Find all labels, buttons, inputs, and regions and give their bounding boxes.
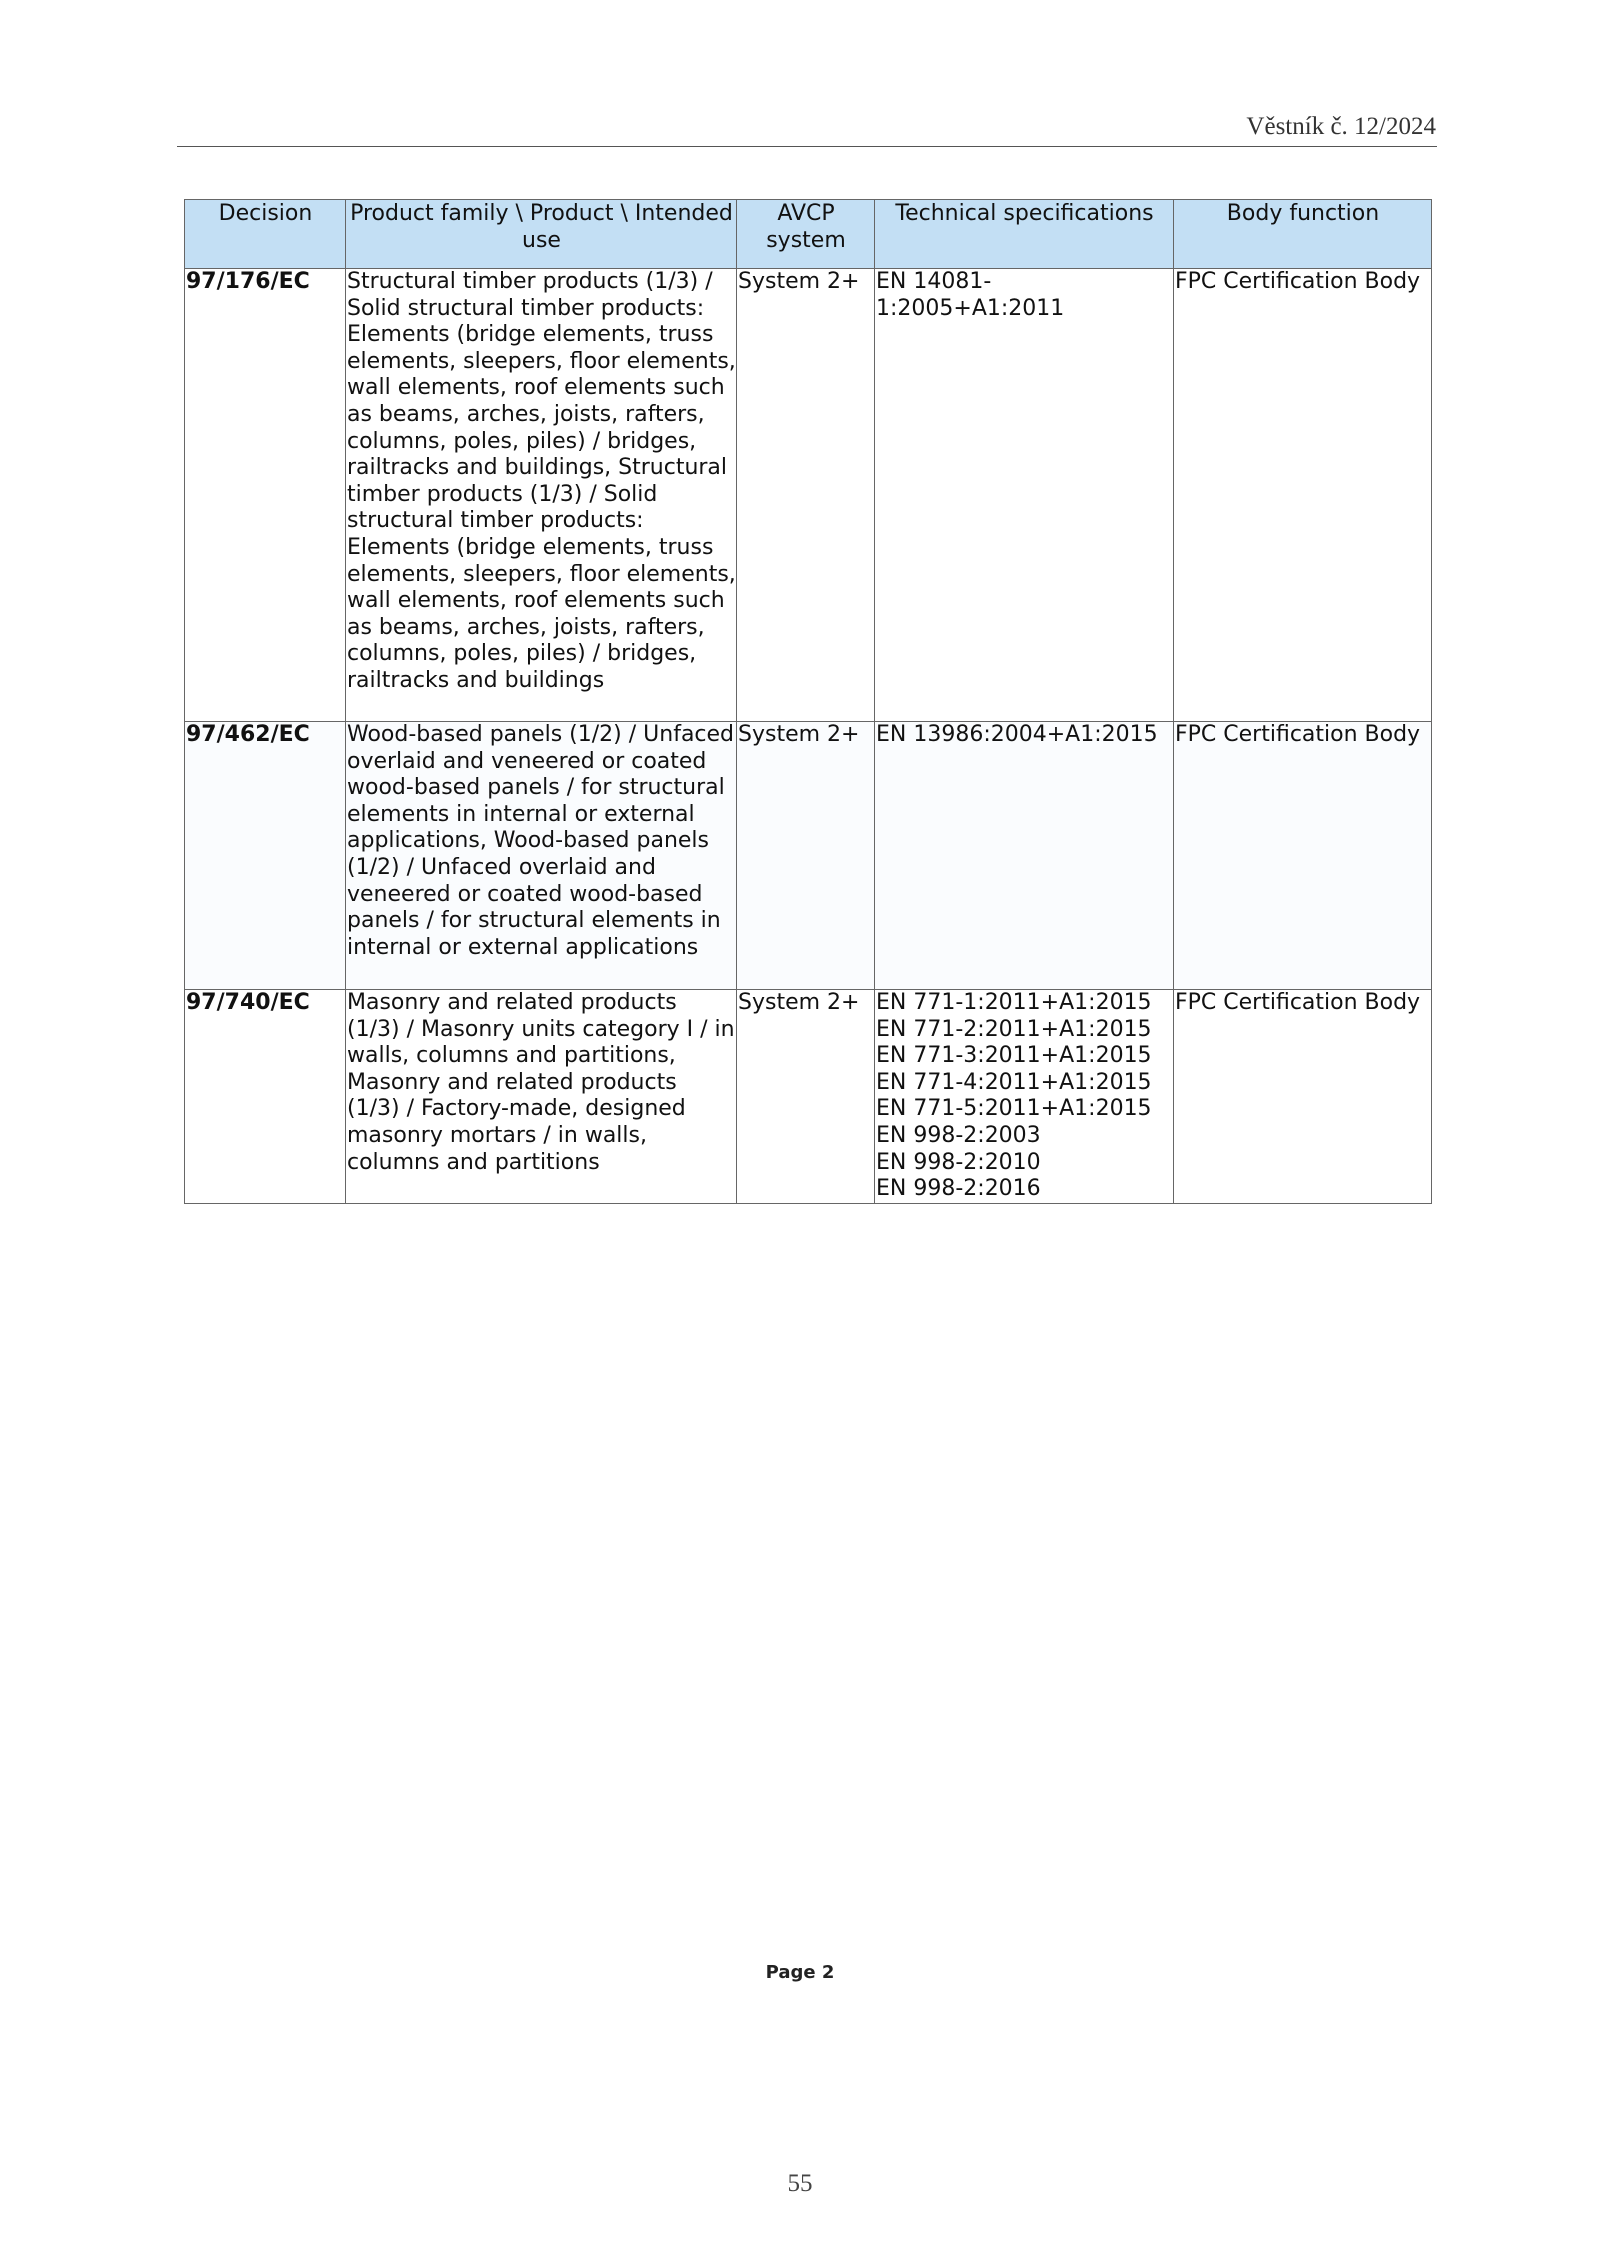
page-number: 55 [787,2170,813,2197]
column-header-product: Product family \ Product \ Intended use [346,200,737,269]
specification-item: EN 771-5:2011+A1:2015 [876,1096,1152,1122]
specification-item: EN 998-2:2010 [876,1149,1041,1175]
page-label: Page 2 [765,1962,835,1983]
product-decisions-table [184,199,1432,1204]
column-header-specifications: Technical specifications [875,200,1174,269]
avcp-cell: System 2+ [737,722,875,990]
table-row [185,722,1432,990]
decision-cell: 97/462/EC [185,722,346,990]
column-header-body-function: Body function [1174,200,1432,269]
table-row [185,269,1432,722]
body-function-cell: FPC Certification Body [1174,269,1432,722]
decision-cell: 97/176/EC [185,269,346,722]
body-function-cell: FPC Certification Body [1174,722,1432,990]
column-header-avcp: AVCP system [737,200,875,269]
specification-item: EN 771-2:2011+A1:2015 [876,1016,1152,1042]
product-cell: Wood-based panels (1/2) / Unfaced overlaid and veneered or coated wood-based panels / for structural elements in internal or external applications, Wood-based panels (1/2) / Unfaced overlaid and veneered or coated wood-based panels / for structural elements in internal or external applications [346,722,737,990]
table-row [185,990,1432,1204]
body-function-cell: FPC Certification Body [1174,990,1432,1204]
journal-issue-header: Věstník č. 12/2024 [1246,113,1436,140]
specifications-cell [875,722,1174,990]
specifications-cell [875,990,1174,1204]
specification-item: EN 771-1:2011+A1:2015 [876,990,1152,1015]
specification-item: EN 13986:2004+A1:2015 [876,722,1158,747]
specification-item: EN 998-2:2003 [876,1122,1041,1148]
table-header-row [185,200,1432,269]
specification-item: EN 998-2:2016 [876,1176,1041,1202]
specifications-cell: EN 14081-1:2005+A1:2011 [875,269,1174,722]
column-header-decision: Decision [185,200,346,269]
header-divider [177,146,1437,147]
avcp-cell: System 2+ [737,269,875,722]
product-cell: Structural timber products (1/3) / Solid structural timber products: Elements (bridge elements, truss elements, sleepers, floor elements, wall elements, roof elements such as beams, arches, joists, rafters, columns, poles, piles) / bridges, railtracks and buildings, Structural timber products (1/3) / Solid structural timber products: Elements (bridge elements, truss elements, sleepers, floor elements, wall elements, roof elements such as beams, arches, joists, rafters, columns, poles, piles) / bridges, railtracks and buildings [346,269,737,722]
specification-item: EN 771-4:2011+A1:2015 [876,1069,1152,1095]
decision-cell: 97/740/EC [185,990,346,1204]
avcp-cell: System 2+ [737,990,875,1204]
product-cell: Masonry and related products (1/3) / Masonry units category I / in walls, columns and partitions, Masonry and related products (1/3) / Factory-made, designed masonry mortars / in walls, columns and partitions [346,990,737,1204]
specification-item: EN 771-3:2011+A1:2015 [876,1043,1152,1069]
